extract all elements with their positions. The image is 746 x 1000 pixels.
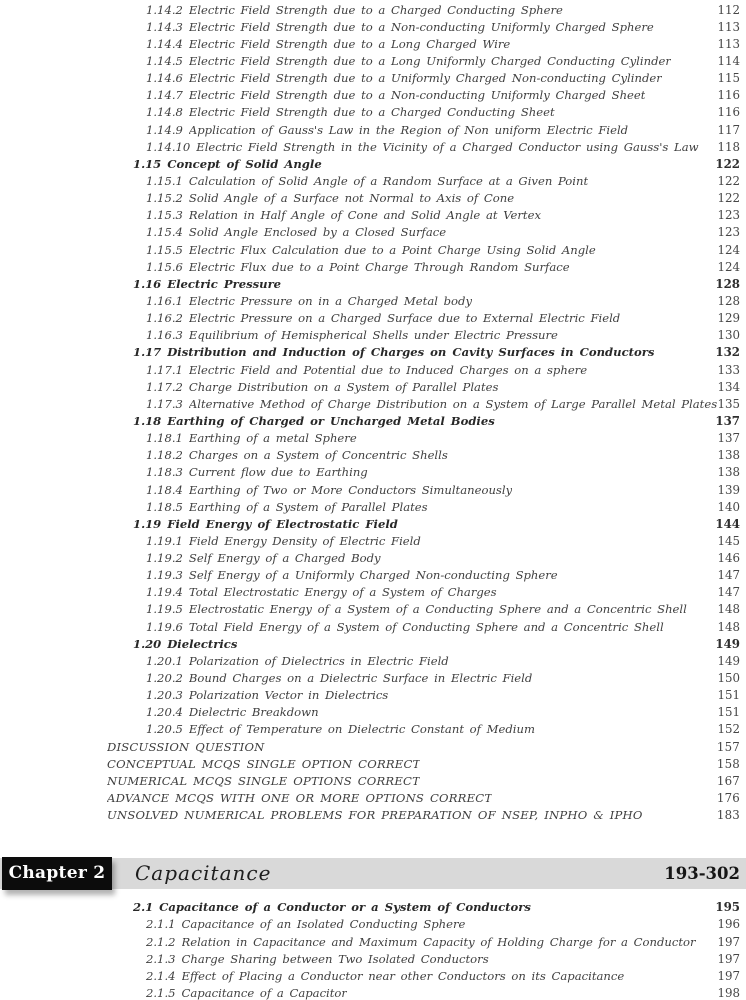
- toc-entry-number: 1.18.2: [146, 448, 183, 463]
- toc-entry-number: 1.18.5: [146, 499, 183, 514]
- toc-entry-page-number: 152: [717, 722, 740, 737]
- toc-row: [0, 635, 746, 652]
- toc-entry-number: 1.18.4: [146, 482, 183, 497]
- toc-row: [0, 704, 746, 721]
- toc-entry-title: Earthing of Charged or Uncharged Metal Bodies: [167, 413, 495, 428]
- toc-entry-title: CONCEPTUAL MCQS SINGLE OPTION CORRECT: [107, 756, 421, 771]
- toc-entry-title: Calculation of Solid Angle of a Random Surface at a Given Point: [188, 173, 589, 188]
- toc-row: [0, 430, 746, 447]
- toc-entry-number: 1.15.5: [146, 242, 183, 257]
- toc-entry-number: 1.19.3: [146, 568, 183, 583]
- toc-row: [0, 950, 746, 967]
- toc-row: [0, 772, 746, 789]
- chapter2-banner: [0, 858, 746, 889]
- toc-row: [0, 532, 746, 549]
- toc-row: [0, 87, 746, 104]
- toc-entry-number: 1.19.5: [146, 602, 183, 617]
- toc-entry-title: Field Energy of Electrostatic Field: [167, 516, 398, 531]
- toc-entry-number: 1.19.4: [146, 585, 183, 600]
- toc-entry-title: Electric Field Strength due to a Non-conducting Uniformly Charged Sheet: [188, 88, 646, 103]
- toc-entry-page-number: 139: [717, 482, 740, 497]
- toc-entry-number: 1.19: [133, 516, 162, 531]
- toc-entry-number: 1.18.3: [146, 465, 183, 480]
- toc-entry-page-number: 145: [717, 533, 740, 548]
- toc-entry-title: Charges on a System of Concentric Shells: [188, 448, 448, 463]
- chapter-page-range: 193-302: [664, 863, 740, 883]
- toc-entry-page-number: 183: [716, 808, 740, 823]
- toc-entry-page-number: 157: [716, 739, 740, 754]
- toc-row: [0, 310, 746, 327]
- chapter-title: Capacitance: [135, 861, 272, 886]
- toc-entry-number: 1.16: [133, 276, 162, 291]
- toc-row: [0, 498, 746, 515]
- toc-entry-number: 2.1.3: [146, 951, 176, 966]
- toc-entry-title: Charge Distribution on a System of Parallel Plates: [188, 379, 499, 394]
- toc-entry-title: Capacitance of a Conductor or a System of Conductors: [159, 900, 531, 915]
- toc-entry-page-number: 196: [717, 917, 740, 932]
- toc-entry-number: 1.19.1: [146, 533, 183, 548]
- toc-entry-title: Electric Field Strength due to a Long Charged Wire: [188, 36, 511, 51]
- toc-entry-number: 1.14.7: [146, 88, 183, 103]
- toc-entry-page-number: 112: [717, 2, 740, 17]
- toc-row: [0, 138, 746, 155]
- toc-entry-page-number: 128: [715, 276, 740, 291]
- toc-entry-page-number: 195: [715, 900, 740, 915]
- toc-row: [0, 687, 746, 704]
- toc-entry-number: 1.18: [133, 413, 162, 428]
- toc-entry-page-number: 197: [717, 968, 740, 983]
- toc-entry-page-number: 148: [717, 602, 740, 617]
- toc-entry-number: 1.14.10: [146, 139, 191, 154]
- toc-entry-number: 1.20.1: [146, 653, 183, 668]
- toc-entry-title: Relation in Half Angle of Cone and Solid Angle at Vertex: [188, 208, 541, 223]
- toc-entry-number: 1.17.3: [146, 396, 183, 411]
- toc-entry-page-number: 146: [717, 551, 740, 566]
- toc-entry-number: 1.17.1: [146, 362, 183, 377]
- toc-row: [0, 224, 746, 241]
- toc-row: [0, 104, 746, 121]
- toc-entry-page-number: 113: [717, 36, 740, 51]
- chapter-number-box: [2, 857, 112, 890]
- chapter2-toc-list: [0, 898, 746, 1000]
- toc-entry-number: 1.14.4: [146, 36, 183, 51]
- toc-entry-page-number: 122: [715, 156, 740, 171]
- toc-entry-number: 2.1: [133, 900, 154, 915]
- toc-entry-number: 1.16.2: [146, 311, 183, 326]
- toc-entry-title: Electric Field Strength due to a Long Uniformly Charged Conducting Cylinder: [188, 53, 671, 68]
- toc-row: [0, 207, 746, 224]
- toc-row: [0, 361, 746, 378]
- toc-entry-page-number: 123: [717, 225, 740, 240]
- toc-entry-number: 1.19.2: [146, 551, 183, 566]
- toc-entry-title: Capacitance of an Isolated Conducting Sphere: [181, 917, 466, 932]
- toc-row: [0, 807, 746, 824]
- toc-row: [0, 275, 746, 292]
- toc-row: [0, 464, 746, 481]
- toc-entry-number: 1.16.3: [146, 328, 183, 343]
- toc-entry-page-number: 197: [717, 951, 740, 966]
- toc-row: [0, 669, 746, 686]
- toc-entry-page-number: 133: [717, 362, 740, 377]
- toc-entry-title: Dielectrics: [167, 636, 238, 651]
- toc-entry-title: Electric Pressure on in a Charged Metal body: [188, 293, 473, 308]
- toc-entry-page-number: 118: [717, 139, 740, 154]
- toc-row: [0, 172, 746, 189]
- toc-entry-title: Earthing of a System of Parallel Plates: [188, 499, 428, 514]
- toc-entry-title: ADVANCE MCQS WITH ONE OR MORE OPTIONS CORRECT: [107, 791, 493, 806]
- toc-row: [0, 241, 746, 258]
- toc-row: [0, 344, 746, 361]
- toc-row: [0, 412, 746, 429]
- toc-row: [0, 721, 746, 738]
- toc-row: [0, 933, 746, 950]
- toc-entry-page-number: 158: [716, 756, 740, 771]
- toc-entry-page-number: 140: [717, 499, 740, 514]
- toc-entry-page-number: 122: [717, 191, 740, 206]
- toc-entry-number: 1.15: [133, 156, 162, 171]
- toc-entry-title: Total Electrostatic Energy of a System of Charges: [188, 585, 497, 600]
- toc-row: [0, 292, 746, 309]
- toc-entry-title: Concept of Solid Angle: [167, 156, 322, 171]
- toc-entry-page-number: 124: [717, 259, 740, 274]
- toc-entry-title: Electric Field Strength due to a Uniformly Charged Non-conducting Cylinder: [188, 71, 662, 86]
- toc-entry-title: Electric Field Strength due to a Non-conducting Uniformly Charged Sphere: [188, 19, 654, 34]
- toc-entry-title: Electric Field and Potential due to Induced Charges on a sphere: [188, 362, 588, 377]
- toc-entry-title: Current flow due to Earthing: [188, 465, 368, 480]
- toc-entry-page-number: 124: [717, 242, 740, 257]
- toc-row: [0, 984, 746, 1000]
- toc-entry-page-number: 148: [717, 619, 740, 634]
- toc-entry-title: Solid Angle of a Surface not Normal to Axis of Cone: [188, 191, 515, 206]
- toc-entry-number: 1.14.9: [146, 122, 183, 137]
- toc-entry-title: Self Energy of a Uniformly Charged Non-conducting Sphere: [188, 568, 558, 583]
- toc-entry-title: Alternative Method of Charge Distribution on a System of Large Parallel Metal Plates: [188, 396, 718, 411]
- toc-row: [0, 327, 746, 344]
- toc-entry-number: 2.1.1: [146, 917, 176, 932]
- toc-entry-number: 1.15.3: [146, 208, 183, 223]
- toc-entry-page-number: 137: [715, 413, 740, 428]
- toc-row: [0, 18, 746, 35]
- toc-entry-title: Dielectric Breakdown: [188, 705, 319, 720]
- toc-entry-number: 1.14.8: [146, 105, 183, 120]
- toc-entry-page-number: 197: [717, 934, 740, 949]
- toc-entry-number: 1.17: [133, 345, 162, 360]
- toc-entry-page-number: 151: [717, 705, 740, 720]
- toc-entry-title: Electrostatic Energy of a System of a Conducting Sphere and a Concentric Shell: [188, 602, 687, 617]
- toc-row: [0, 515, 746, 532]
- toc-entry-title: Electric Field Strength in the Vicinity of a Charged Conductor using Gauss's Law: [196, 139, 699, 154]
- toc-entry-title: Electric Flux Calculation due to a Point Charge Using Solid Angle: [188, 242, 596, 257]
- toc-entry-page-number: 167: [716, 773, 740, 788]
- toc-entry-page-number: 149: [715, 636, 740, 651]
- toc-entry-title: DISCUSSION QUESTION: [107, 739, 265, 754]
- toc-row: [0, 52, 746, 69]
- toc-entry-title: Charge Sharing between Two Isolated Conductors: [181, 951, 489, 966]
- toc-entry-page-number: 138: [717, 448, 740, 463]
- toc-entry-title: Field Energy Density of Electric Field: [188, 533, 421, 548]
- toc-entry-title: Capacitance of a Capacitor: [181, 986, 347, 1000]
- toc-entry-page-number: 176: [716, 791, 740, 806]
- toc-entry-title: Solid Angle Enclosed by a Closed Surface: [188, 225, 447, 240]
- toc-entry-number: 1.16.1: [146, 293, 183, 308]
- toc-entry-title: Electric Field Strength due to a Charged Conducting Sphere: [188, 2, 563, 17]
- toc-entry-number: 1.18.1: [146, 431, 183, 446]
- chapter-number-label: Chapter 2: [8, 863, 106, 884]
- toc-row: [0, 967, 746, 984]
- toc-entry-title: Total Field Energy of a System of Conducting Sphere and a Concentric Shell: [188, 619, 664, 634]
- toc-entry-title: Earthing of a metal Sphere: [188, 431, 357, 446]
- toc-entry-title: Self Energy of a Charged Body: [188, 551, 381, 566]
- toc-row: [0, 481, 746, 498]
- toc-entry-page-number: 132: [715, 345, 740, 360]
- toc-entry-number: 1.15.2: [146, 191, 183, 206]
- toc-entry-page-number: 151: [717, 688, 740, 703]
- toc-entry-title: NUMERICAL MCQS SINGLE OPTIONS CORRECT: [107, 773, 421, 788]
- toc-row: [0, 447, 746, 464]
- toc-entry-number: 1.15.1: [146, 173, 183, 188]
- toc-row: [0, 70, 746, 87]
- toc-entry-page-number: 147: [717, 568, 740, 583]
- toc-entry-number: 1.19.6: [146, 619, 183, 634]
- toc-row: [0, 618, 746, 635]
- toc-entry-number: 2.1.5: [146, 986, 176, 1000]
- toc-entry-number: 1.14.6: [146, 71, 183, 86]
- toc-row: [0, 601, 746, 618]
- toc-row: [0, 738, 746, 755]
- toc-entry-page-number: 150: [717, 671, 740, 686]
- toc-entry-title: Effect of Placing a Conductor near other Conductors on its Capacitance: [181, 968, 625, 983]
- toc-row: [0, 395, 746, 412]
- toc-entry-title: Electric Pressure on a Charged Surface due to External Electric Field: [188, 311, 621, 326]
- toc-row: [0, 652, 746, 669]
- toc-entry-number: 1.14.3: [146, 19, 183, 34]
- toc-entry-page-number: 149: [717, 653, 740, 668]
- toc-entry-page-number: 128: [717, 293, 740, 308]
- toc-entry-number: 1.14.5: [146, 53, 183, 68]
- toc-entry-number: 1.15.4: [146, 225, 183, 240]
- toc-entry-number: 1.20: [133, 636, 162, 651]
- toc-entry-page-number: 116: [717, 105, 740, 120]
- toc-row: [0, 550, 746, 567]
- toc-row: [0, 1, 746, 18]
- toc-entry-number: 1.15.6: [146, 259, 183, 274]
- toc-entry-title: Equilibrium of Hemispherical Shells under Electric Pressure: [188, 328, 558, 343]
- toc-entry-page-number: 113: [717, 19, 740, 34]
- toc-entry-title: UNSOLVED NUMERICAL PROBLEMS FOR PREPARATION OF NSEP, INPHO & IPHO: [107, 808, 643, 823]
- toc-row: [0, 916, 746, 933]
- toc-entry-number: 2.1.2: [146, 934, 176, 949]
- toc-entry-number: 1.17.2: [146, 379, 183, 394]
- toc-entry-number: 1.14.2: [146, 2, 183, 17]
- toc-row: [0, 190, 746, 207]
- toc-row: [0, 789, 746, 806]
- toc-entry-page-number: 116: [717, 88, 740, 103]
- toc-row: [0, 584, 746, 601]
- toc-row: [0, 258, 746, 275]
- toc-entry-page-number: 138: [717, 465, 740, 480]
- toc-entry-number: 1.20.3: [146, 688, 183, 703]
- toc-row: [0, 155, 746, 172]
- toc-row: [0, 121, 746, 138]
- toc-entry-title: Application of Gauss's Law in the Region of Non uniform Electric Field: [188, 122, 629, 137]
- toc-entry-title: Relation in Capacitance and Maximum Capacity of Holding Charge for a Conductor: [181, 934, 696, 949]
- toc-entry-page-number: 114: [717, 53, 740, 68]
- toc-row: [0, 567, 746, 584]
- toc-entry-page-number: 130: [717, 328, 740, 343]
- toc-entry-title: Electric Flux due to a Point Charge Through Random Surface: [188, 259, 570, 274]
- toc-entry-page-number: 137: [717, 431, 740, 446]
- toc-entry-number: 2.1.4: [146, 968, 176, 983]
- toc-entry-page-number: 147: [717, 585, 740, 600]
- toc-row: [0, 899, 746, 916]
- toc-entry-page-number: 122: [717, 173, 740, 188]
- toc-entry-page-number: 134: [717, 379, 740, 394]
- toc-entry-number: 1.20.4: [146, 705, 183, 720]
- toc-entry-page-number: 144: [715, 516, 740, 531]
- toc-row: [0, 755, 746, 772]
- toc-entry-page-number: 129: [717, 311, 740, 326]
- toc-entry-number: 1.20.5: [146, 722, 183, 737]
- toc-entry-title: Earthing of Two or More Conductors Simultaneously: [188, 482, 513, 497]
- toc-entry-title: Polarization of Dielectrics in Electric Field: [188, 653, 449, 668]
- toc-entry-page-number: 115: [717, 71, 740, 86]
- toc-entry-title: Distribution and Induction of Charges on Cavity Surfaces in Conductors: [167, 345, 655, 360]
- toc-entry-title: Electric Field Strength due to a Charged Conducting Sheet: [188, 105, 555, 120]
- toc-entry-title: Effect of Temperature on Dielectric Constant of Medium: [188, 722, 535, 737]
- toc-entry-page-number: 135: [717, 396, 740, 411]
- toc-entry-page-number: 117: [717, 122, 740, 137]
- toc-entry-title: Bound Charges on a Dielectric Surface in Electric Field: [188, 671, 533, 686]
- toc-entry-title: Polarization Vector in Dielectrics: [188, 688, 389, 703]
- toc-entry-title: Electric Pressure: [167, 276, 282, 291]
- toc-entry-page-number: 123: [717, 208, 740, 223]
- toc-entry-page-number: 198: [717, 986, 740, 1000]
- toc-row: [0, 35, 746, 52]
- toc-row: [0, 378, 746, 395]
- toc-entry-number: 1.20.2: [146, 671, 183, 686]
